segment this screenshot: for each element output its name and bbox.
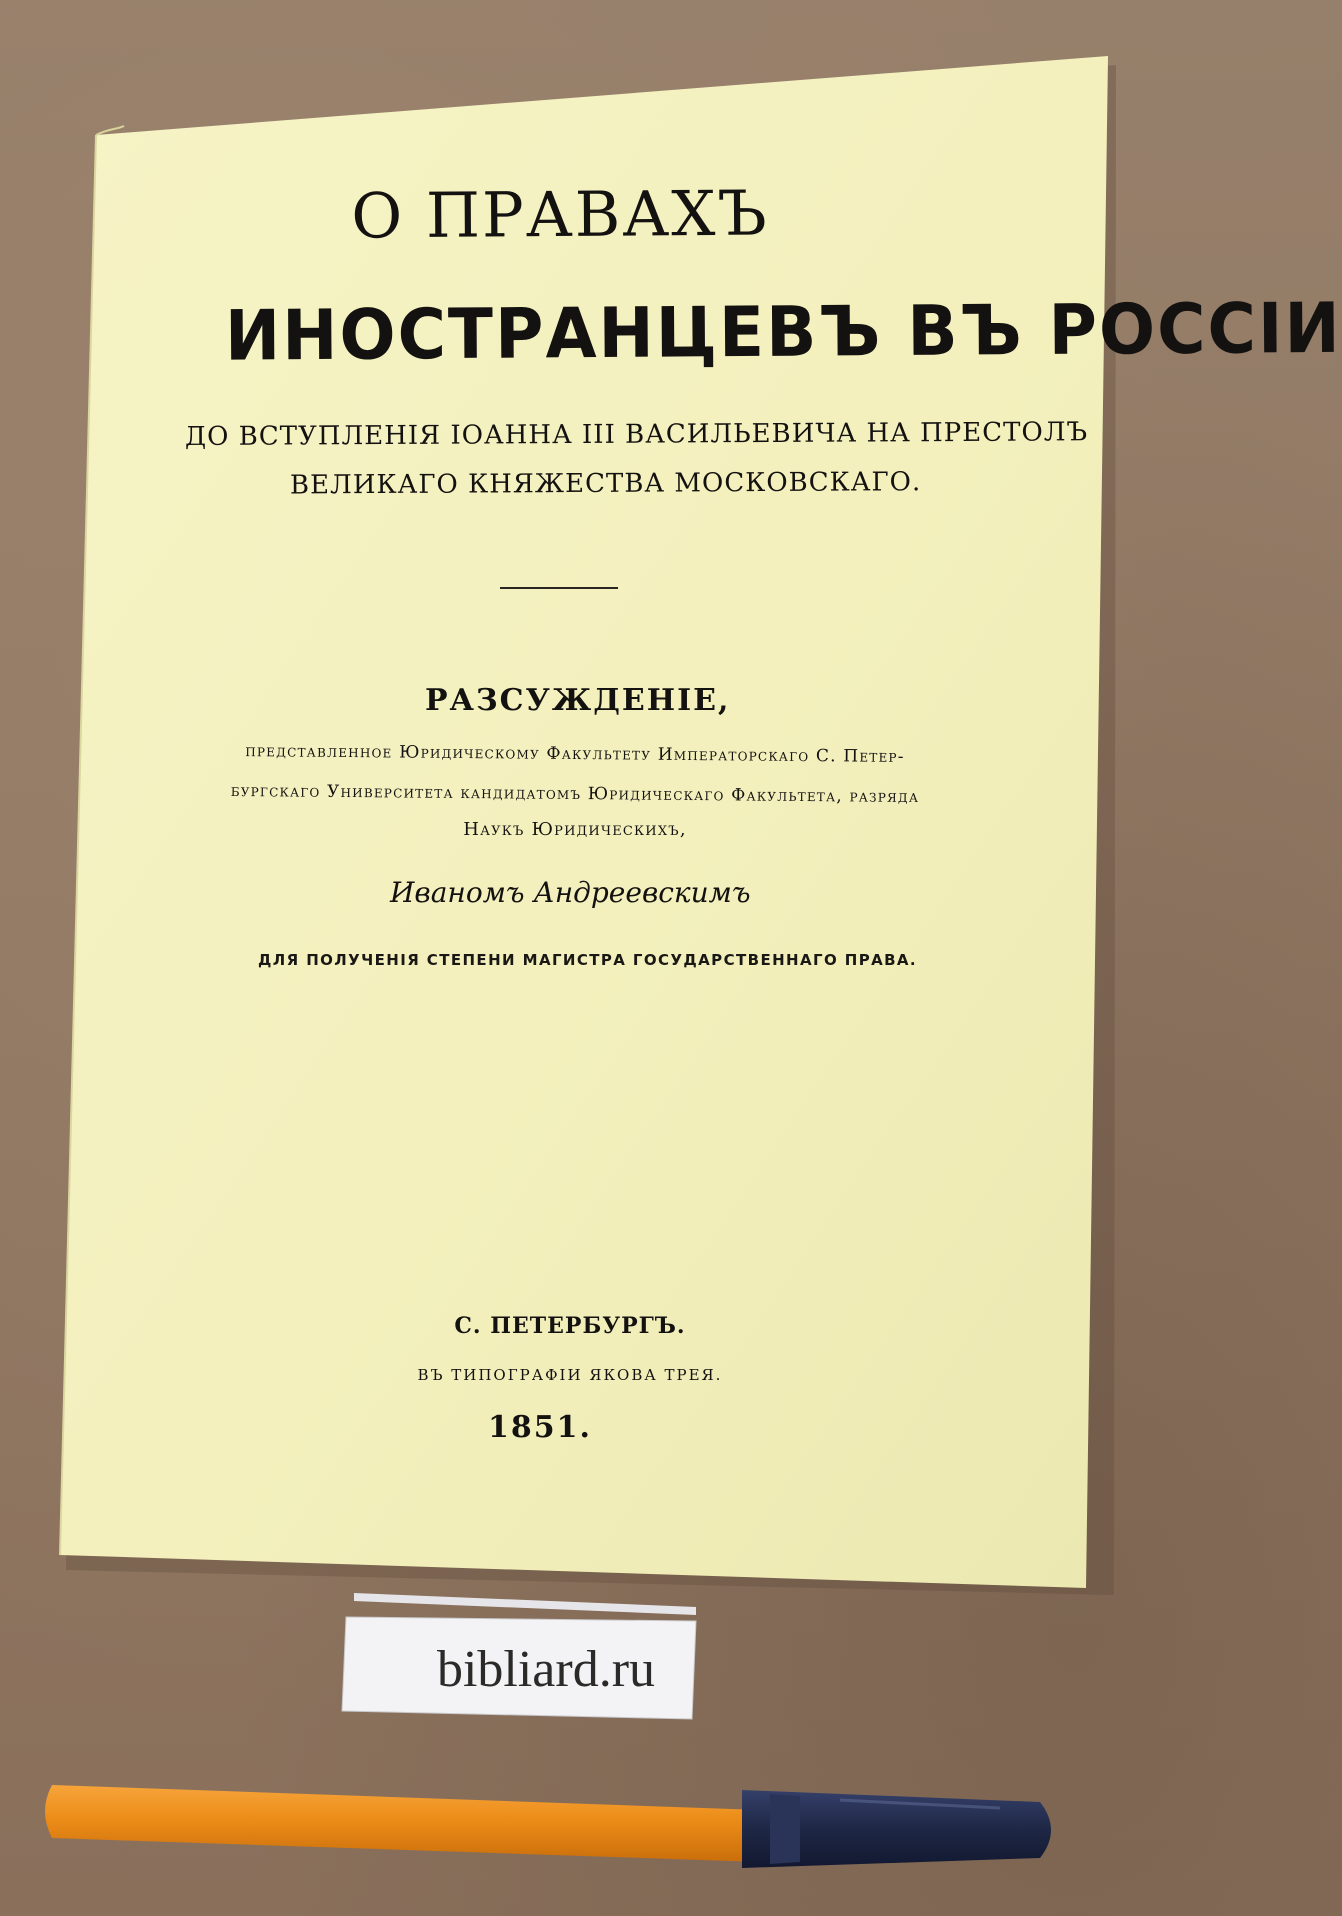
presented-line-3: Наукъ Юридическихъ, xyxy=(463,819,687,840)
subtitle-line-2: ВЕЛИКАГО КНЯЖЕСТВА МОСКОВСКАГО. xyxy=(289,467,922,501)
presented-line-2: бургскаго Университета кандидатомъ Юридическаго Факультета, разряда xyxy=(230,780,920,808)
title-line-2: ИНОСТРАНЦЕВЪ ВЪ РОССІИ xyxy=(224,287,1342,377)
title-line-1: О ПРАВАХЪ xyxy=(351,176,769,253)
printer-line: ВЪ ТИПОГРАФІИ ЯКОВА ТРЕЯ. xyxy=(417,1366,723,1384)
discourse-heading: РАЗСУЖДЕНІЕ, xyxy=(425,683,731,718)
watermark-text: bibliard.ru xyxy=(436,1641,656,1698)
year-line: 1851. xyxy=(488,1410,592,1445)
author-name: Иваномъ Андреевскимъ xyxy=(390,876,751,909)
pen-cap xyxy=(742,1790,1051,1868)
city-line: С. ПЕТЕРБУРГЪ. xyxy=(454,1313,686,1339)
presented-line-1: представленное Юридическому Факультету Императорскаго С. Петер- xyxy=(245,741,905,767)
pen-body xyxy=(45,1785,760,1862)
subtitle-line-1: ДО ВСТУПЛЕНІЯ ІОАННА III ВАСИЛЬЕВИЧА НА ПРЕСТОЛЪ xyxy=(184,417,1089,453)
degree-line: ДЛЯ ПОЛУЧЕНІЯ СТЕПЕНИ МАГИСТРА ГОСУДАРСТВЕННАГО ПРАВА. xyxy=(258,951,918,969)
